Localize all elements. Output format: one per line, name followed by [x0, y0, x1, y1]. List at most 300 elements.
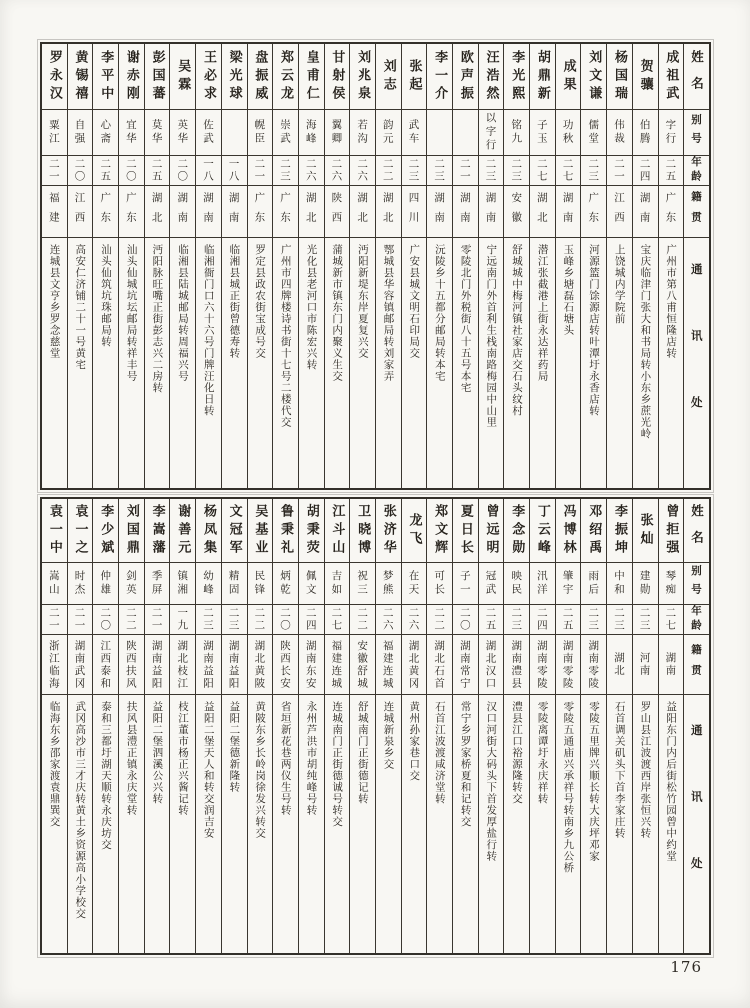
person-alias-cell: 佐武	[196, 110, 221, 156]
person-column	[221, 499, 247, 953]
person-address-cell: 常宁乡罗家桥夏和记转交	[459, 701, 472, 828]
person-name-cell: 张灿	[633, 499, 658, 563]
person-column	[580, 44, 606, 488]
person-native-cell: 湖南	[453, 186, 478, 238]
person-age-cell: 二六	[402, 605, 427, 635]
person-age-cell: 二三	[504, 156, 529, 186]
person-age-cell: 二三	[504, 605, 529, 635]
person-column	[169, 499, 195, 953]
person-column	[144, 499, 170, 953]
person-native-cell: 湖北	[350, 186, 375, 238]
person-name-cell: 李平中	[93, 44, 118, 110]
person-native-cell: 湖南益阳	[145, 635, 170, 695]
person-column	[580, 499, 606, 953]
person-name-cell: 鲁秉礼	[273, 499, 298, 563]
person-column	[247, 44, 273, 488]
person-address-cell: 益阳东门内后街松竹园曾中约堂	[665, 701, 678, 862]
person-name-cell: 成祖武	[659, 44, 684, 110]
person-name-cell: 皇甫仁	[299, 44, 324, 110]
person-column	[555, 44, 581, 488]
person-age-cell: 二一	[453, 156, 478, 186]
person-alias-cell: 韵元	[376, 110, 401, 156]
person-native-cell: 广东	[93, 186, 118, 238]
person-age-cell: 二三	[607, 605, 632, 635]
person-native-cell: 湖南	[196, 186, 221, 238]
person-native-cell: 湖北	[299, 186, 324, 238]
person-native-cell: 广东	[581, 186, 606, 238]
roster-table-bottom	[40, 497, 711, 955]
person-address-cell: 武冈高沙市三才庆转黄土乡资源高小学校交	[74, 701, 87, 920]
person-name-cell: 甘射侯	[325, 44, 350, 110]
person-age-cell: 二六	[376, 605, 401, 635]
person-alias-cell: 心斋	[93, 110, 118, 156]
person-alias-cell	[427, 110, 452, 156]
person-column	[658, 44, 684, 488]
person-age-cell: 二六	[299, 156, 324, 186]
person-native-cell: 福建连城	[376, 635, 401, 695]
person-age-cell: 二〇	[68, 156, 93, 186]
person-name-cell: 张济华	[376, 499, 401, 563]
person-column	[426, 44, 452, 488]
person-column	[375, 499, 401, 953]
person-age-cell: 二二	[248, 605, 273, 635]
person-native-cell: 湖北	[530, 186, 555, 238]
person-address-cell: 罗山县江波渡西岸张恒兴转	[639, 701, 652, 839]
person-column	[349, 44, 375, 488]
person-age-cell: 二一	[607, 156, 632, 186]
person-alias-cell: 若沟	[350, 110, 375, 156]
person-alias-cell: 镇湘	[170, 563, 195, 605]
person-column	[221, 44, 247, 488]
person-column	[401, 44, 427, 488]
person-alias-cell: 莫华	[145, 110, 170, 156]
person-name-cell: 王必求	[196, 44, 221, 110]
person-native-cell: 四川	[402, 186, 427, 238]
person-name-cell: 曾拒强	[659, 499, 684, 563]
person-name-cell: 彭国蕃	[145, 44, 170, 110]
person-native-cell: 湖南澧县	[504, 635, 529, 695]
person-column	[92, 499, 118, 953]
person-address-cell: 汕头仙筑坑珠邮局转	[99, 244, 112, 348]
person-name-cell: 张起	[402, 44, 427, 110]
person-alias-cell: 精固	[222, 563, 247, 605]
person-column	[324, 44, 350, 488]
person-age-cell: 二六	[350, 156, 375, 186]
person-native-cell: 河南	[633, 635, 658, 695]
person-age-cell: 二二	[350, 605, 375, 635]
page-number: 176	[670, 958, 702, 976]
person-address-cell: 沔阳脉旺嘴正街彭志兴二房转	[151, 244, 164, 394]
person-age-cell: 二一	[145, 605, 170, 635]
person-alias-cell: 以字行	[479, 110, 504, 156]
person-native-cell: 湖南	[556, 186, 581, 238]
person-name-cell: 龙飞	[402, 499, 427, 563]
person-column	[529, 499, 555, 953]
person-column	[67, 44, 93, 488]
person-name-cell: 刘文谦	[581, 44, 606, 110]
person-alias-cell: 伟裁	[607, 110, 632, 156]
person-native-cell: 江西泰和	[93, 635, 118, 695]
person-native-cell: 江西	[607, 186, 632, 238]
person-address-cell: 光化县老河口市陈宏兴转	[305, 244, 318, 371]
person-column	[606, 44, 632, 488]
person-alias-cell: 子玉	[530, 110, 555, 156]
person-name-cell: 贺骧	[633, 44, 658, 110]
person-native-cell: 湖北	[376, 186, 401, 238]
person-address-cell: 舒城城中梅河镇社家店交石头纹村	[510, 244, 523, 417]
person-alias-cell	[453, 110, 478, 156]
person-name-cell: 李嵩藩	[145, 499, 170, 563]
person-alias-cell: 可长	[427, 563, 452, 605]
person-column	[426, 499, 452, 953]
person-age-cell: 二六	[325, 156, 350, 186]
person-address-cell: 益阳二堡泗溪公兴转	[151, 701, 164, 805]
person-native-cell: 陕西	[325, 186, 350, 238]
person-native-cell: 江西	[68, 186, 93, 238]
person-alias-cell: 吉如	[325, 563, 350, 605]
person-alias-cell: 铭九	[504, 110, 529, 156]
person-native-cell: 湖南武冈	[68, 635, 93, 695]
person-age-cell: 二二	[119, 605, 144, 635]
person-column	[478, 499, 504, 953]
person-address-cell: 潜江张截港上街永达祥药局	[536, 244, 549, 382]
person-address-cell: 省垣新花巷两仪生号转	[279, 701, 292, 816]
person-name-cell: 李振坤	[607, 499, 632, 563]
person-address-cell: 广安县城文明石印局交	[408, 244, 421, 359]
person-age-cell: 二一	[42, 156, 67, 186]
person-alias-cell: 季屏	[145, 563, 170, 605]
header-age-label: 年龄	[684, 156, 709, 186]
person-age-cell: 二三	[427, 156, 452, 186]
person-native-cell: 湖北枝江	[170, 635, 195, 695]
person-name-cell: 李少斌	[93, 499, 118, 563]
person-native-cell: 湖南	[170, 186, 195, 238]
person-name-cell: 成果	[556, 44, 581, 110]
person-alias-cell: 在天	[402, 563, 427, 605]
person-native-cell: 安徽舒城	[350, 635, 375, 695]
person-address-cell: 临湘衙门口六十六号门牌汪化日转	[202, 244, 215, 417]
person-name-cell: 罗永汉	[42, 44, 67, 110]
person-name-cell: 刘兆泉	[350, 44, 375, 110]
person-address-cell: 黄州孙家巷口交	[408, 701, 421, 782]
header-column	[683, 499, 709, 953]
person-column	[503, 44, 529, 488]
person-alias-cell: 子一	[453, 563, 478, 605]
person-column	[298, 44, 324, 488]
person-alias-cell: 嵩山	[42, 563, 67, 605]
person-alias-cell: 琴痴	[659, 563, 684, 605]
person-alias-cell: 宜华	[119, 110, 144, 156]
person-column	[606, 499, 632, 953]
person-column	[118, 44, 144, 488]
person-name-cell: 胡鼎新	[530, 44, 555, 110]
person-address-cell: 扶风县澧正镇永庆堂转	[125, 701, 138, 816]
person-address-cell: 临湘县城正街曾德寿转	[228, 244, 241, 359]
person-name-cell: 江斗山	[325, 499, 350, 563]
person-age-cell: 二二	[376, 156, 401, 186]
person-alias-cell: 武车	[402, 110, 427, 156]
person-alias-cell: 祝三	[350, 563, 375, 605]
person-native-cell: 陕西长安	[273, 635, 298, 695]
person-name-cell: 刘志	[376, 44, 401, 110]
person-age-cell: 二〇	[170, 156, 195, 186]
person-column	[144, 44, 170, 488]
person-name-cell: 邓绍禹	[581, 499, 606, 563]
person-name-cell: 冯博林	[556, 499, 581, 563]
person-native-cell: 陕西扶风	[119, 635, 144, 695]
person-age-cell: 二三	[479, 156, 504, 186]
person-column	[401, 499, 427, 953]
person-name-cell: 杨国瑞	[607, 44, 632, 110]
person-column	[503, 499, 529, 953]
person-alias-cell: 炳乾	[273, 563, 298, 605]
person-alias-cell: 肇宇	[556, 563, 581, 605]
person-alias-cell: 佩文	[299, 563, 324, 605]
person-address-cell: 零陵五通庙兴承祥号转南乡九公桥	[562, 701, 575, 874]
person-name-cell: 曾远明	[479, 499, 504, 563]
person-address-cell: 澧县江口裕源隆转交	[510, 701, 523, 805]
person-name-cell: 袁一之	[68, 499, 93, 563]
person-native-cell: 湖南零陵	[556, 635, 581, 695]
person-address-cell: 零陵离谭圩永庆祥转	[536, 701, 549, 805]
person-alias-cell: 汛洋	[530, 563, 555, 605]
person-alias-cell: 民锋	[248, 563, 273, 605]
person-column	[195, 499, 221, 953]
person-address-cell: 宁远南门外首利生栈南路梅园中山里	[485, 244, 498, 428]
person-address-cell: 高安仁济铺二十一号黄宅	[74, 244, 87, 371]
person-address-cell: 永州芦洪市胡纯峰号转	[305, 701, 318, 816]
person-alias-cell: 粟江	[42, 110, 67, 156]
person-address-cell: 连城南门正街德诚号转交	[331, 701, 344, 828]
person-name-cell: 谢赤刚	[119, 44, 144, 110]
person-age-cell: 二三	[196, 605, 221, 635]
person-alias-cell: 自强	[68, 110, 93, 156]
person-age-cell: 二七	[530, 156, 555, 186]
person-name-cell: 李念勋	[504, 499, 529, 563]
header-address-label: 通讯处	[689, 724, 704, 924]
person-address-cell: 连城新泉乡交	[382, 701, 395, 770]
person-alias-cell: 英华	[170, 110, 195, 156]
person-address-cell: 沔阳新堤东岸夏复兴交	[356, 244, 369, 359]
header-native-label: 籍贯	[684, 635, 709, 695]
person-address-cell: 罗定县政农街宝成号交	[254, 244, 267, 359]
person-column	[42, 499, 67, 953]
person-age-cell: 二五	[145, 156, 170, 186]
person-column	[67, 499, 93, 953]
person-column	[272, 499, 298, 953]
person-column	[478, 44, 504, 488]
person-age-cell: 二〇	[273, 605, 298, 635]
person-address-cell: 零陵北门外税街八十五号本宅	[459, 244, 472, 394]
person-native-cell: 湖南益阳	[196, 635, 221, 695]
person-address-cell: 玉峰乡塘磊石塘头	[562, 244, 575, 336]
person-column	[42, 44, 67, 488]
person-column	[375, 44, 401, 488]
person-age-cell: 二七	[659, 605, 684, 635]
person-address-cell: 汉口河街大码头下首发厚盐行转	[485, 701, 498, 862]
person-alias-cell: 剑英	[119, 563, 144, 605]
person-address-cell: 连城县文亨乡罗念慈堂	[48, 244, 61, 359]
person-address-cell: 临湘县陆城邮局转周福兴号	[177, 244, 190, 382]
person-address-cell: 益阳二堡德新隆转	[228, 701, 241, 793]
person-address-cell: 蒲城新市镇东门内聚义生交	[331, 244, 344, 382]
person-column	[247, 499, 273, 953]
person-native-cell: 湖北黄陂	[248, 635, 273, 695]
header-name-label: 姓名	[684, 44, 709, 110]
person-column	[272, 44, 298, 488]
person-column	[169, 44, 195, 488]
person-age-cell: 二四	[633, 156, 658, 186]
person-alias-cell: 中和	[607, 563, 632, 605]
person-age-cell: 二一	[42, 605, 67, 635]
person-column	[632, 44, 658, 488]
person-column	[324, 499, 350, 953]
person-name-cell: 郑文辉	[427, 499, 452, 563]
person-age-cell: 二五	[556, 605, 581, 635]
person-name-cell: 吴霖	[170, 44, 195, 110]
person-name-cell: 杨凤集	[196, 499, 221, 563]
person-alias-cell: 幌臣	[248, 110, 273, 156]
person-native-cell: 湖南	[427, 186, 452, 238]
person-name-cell: 李光熙	[504, 44, 529, 110]
person-age-cell: 二三	[581, 605, 606, 635]
person-name-cell: 卫晓博	[350, 499, 375, 563]
person-address-cell: 沅陵乡十五都分邮局转本宅	[433, 244, 446, 382]
person-native-cell: 湖南	[222, 186, 247, 238]
person-column	[452, 499, 478, 953]
person-name-cell: 文冠军	[222, 499, 247, 563]
person-alias-cell: 幼峰	[196, 563, 221, 605]
person-native-cell: 湖南零陵	[581, 635, 606, 695]
header-alias-label: 别号	[684, 110, 709, 156]
person-address-cell: 石首江波渡咸济堂转	[433, 701, 446, 805]
header-native-label: 籍贯	[684, 186, 709, 238]
person-column	[632, 499, 658, 953]
person-age-cell: 二〇	[453, 605, 478, 635]
header-address-label: 通讯处	[689, 263, 704, 463]
person-native-cell: 湖北石首	[427, 635, 452, 695]
person-native-cell: 湖北	[145, 186, 170, 238]
person-alias-cell: 冠武	[479, 563, 504, 605]
person-address-cell: 宝庆临津门张大和书局转小东乡蔗光岭	[639, 244, 652, 440]
person-column	[349, 499, 375, 953]
person-alias-cell: 建勋	[633, 563, 658, 605]
person-address-cell: 黄陂东乡长岭岗徐发兴转交	[254, 701, 267, 839]
person-age-cell: 二〇	[119, 156, 144, 186]
person-age-cell: 二七	[556, 156, 581, 186]
person-name-cell: 汪浩然	[479, 44, 504, 110]
person-column	[195, 44, 221, 488]
person-alias-cell	[222, 110, 247, 156]
person-name-cell: 谢善元	[170, 499, 195, 563]
person-name-cell: 梁光球	[222, 44, 247, 110]
person-column	[92, 44, 118, 488]
person-native-cell: 浙江临海	[42, 635, 67, 695]
person-alias-cell: 海峰	[299, 110, 324, 156]
person-age-cell: 二四	[530, 605, 555, 635]
person-native-cell: 福建连城	[325, 635, 350, 695]
person-column	[658, 499, 684, 953]
person-alias-cell: 字行	[659, 110, 684, 156]
person-address-cell: 枝江董市杨正兴酱记转	[177, 701, 190, 816]
person-native-cell: 湖北汉口	[479, 635, 504, 695]
person-address-cell: 临海东乡邵家渡袁鼎巽交	[48, 701, 61, 828]
person-age-cell: 二三	[222, 605, 247, 635]
person-age-cell: 二一	[68, 605, 93, 635]
person-native-cell: 湖南益阳	[222, 635, 247, 695]
person-age-cell: 二一	[248, 156, 273, 186]
person-address-cell: 上饶城内学院前	[613, 244, 626, 325]
person-native-cell: 湖北	[607, 635, 632, 695]
person-alias-cell: 雨后	[581, 563, 606, 605]
person-native-cell: 广东	[273, 186, 298, 238]
person-name-cell: 欧声振	[453, 44, 478, 110]
person-name-cell: 丁云峰	[530, 499, 555, 563]
person-name-cell: 胡秉荧	[299, 499, 324, 563]
person-alias-cell: 时杰	[68, 563, 93, 605]
person-name-cell: 郑云龙	[273, 44, 298, 110]
person-age-cell: 二五	[479, 605, 504, 635]
person-age-cell: 二三	[581, 156, 606, 186]
person-alias-cell: 翼卿	[325, 110, 350, 156]
person-column	[555, 499, 581, 953]
person-column	[298, 499, 324, 953]
person-alias-cell: 仲雄	[93, 563, 118, 605]
person-age-cell: 一八	[222, 156, 247, 186]
person-native-cell: 湖南零陵	[530, 635, 555, 695]
person-age-cell: 二五	[93, 156, 118, 186]
person-column	[452, 44, 478, 488]
person-column	[118, 499, 144, 953]
person-age-cell: 二三	[633, 605, 658, 635]
person-native-cell: 广东	[248, 186, 273, 238]
header-column	[683, 44, 709, 488]
person-name-cell: 吴基业	[248, 499, 273, 563]
person-address-cell: 汕头仙城坑坛邮局转祥丰号	[125, 244, 138, 382]
person-name-cell: 黄锡禧	[68, 44, 93, 110]
person-address-cell: 石首调关矶头下首李家庄转	[613, 701, 626, 839]
person-alias-cell: 伯腾	[633, 110, 658, 156]
person-age-cell: 二三	[273, 156, 298, 186]
person-name-cell: 刘国鼎	[119, 499, 144, 563]
person-native-cell: 湖南	[479, 186, 504, 238]
person-native-cell: 湖南	[659, 635, 684, 695]
person-age-cell: 二二	[427, 605, 452, 635]
header-alias-label: 别号	[684, 563, 709, 605]
person-name-cell: 袁一中	[42, 499, 67, 563]
person-address-cell: 鄂城县华容镇邮局转刘家弄	[382, 244, 395, 382]
person-address-cell: 零陵五里牌兴顺长转大庆坪邓家	[588, 701, 601, 862]
person-name-cell: 盘振威	[248, 44, 273, 110]
person-native-cell: 湖南	[633, 186, 658, 238]
person-age-cell: 二五	[659, 156, 684, 186]
person-native-cell: 广东	[119, 186, 144, 238]
person-alias-cell: 儒堂	[581, 110, 606, 156]
person-age-cell: 二七	[325, 605, 350, 635]
person-native-cell: 湖南常宁	[453, 635, 478, 695]
person-native-cell: 广东	[659, 186, 684, 238]
roster-table-top	[40, 42, 711, 490]
person-native-cell: 福建	[42, 186, 67, 238]
person-age-cell: 一九	[170, 605, 195, 635]
person-native-cell: 安徽	[504, 186, 529, 238]
person-alias-cell: 崇武	[273, 110, 298, 156]
person-address-cell: 泰和三都圩湖天顺转永庆坊交	[99, 701, 112, 851]
person-address-cell: 舒城南门正街德记转	[356, 701, 369, 805]
person-name-cell: 夏日长	[453, 499, 478, 563]
person-age-cell: 二〇	[93, 605, 118, 635]
person-name-cell: 李一介	[427, 44, 452, 110]
